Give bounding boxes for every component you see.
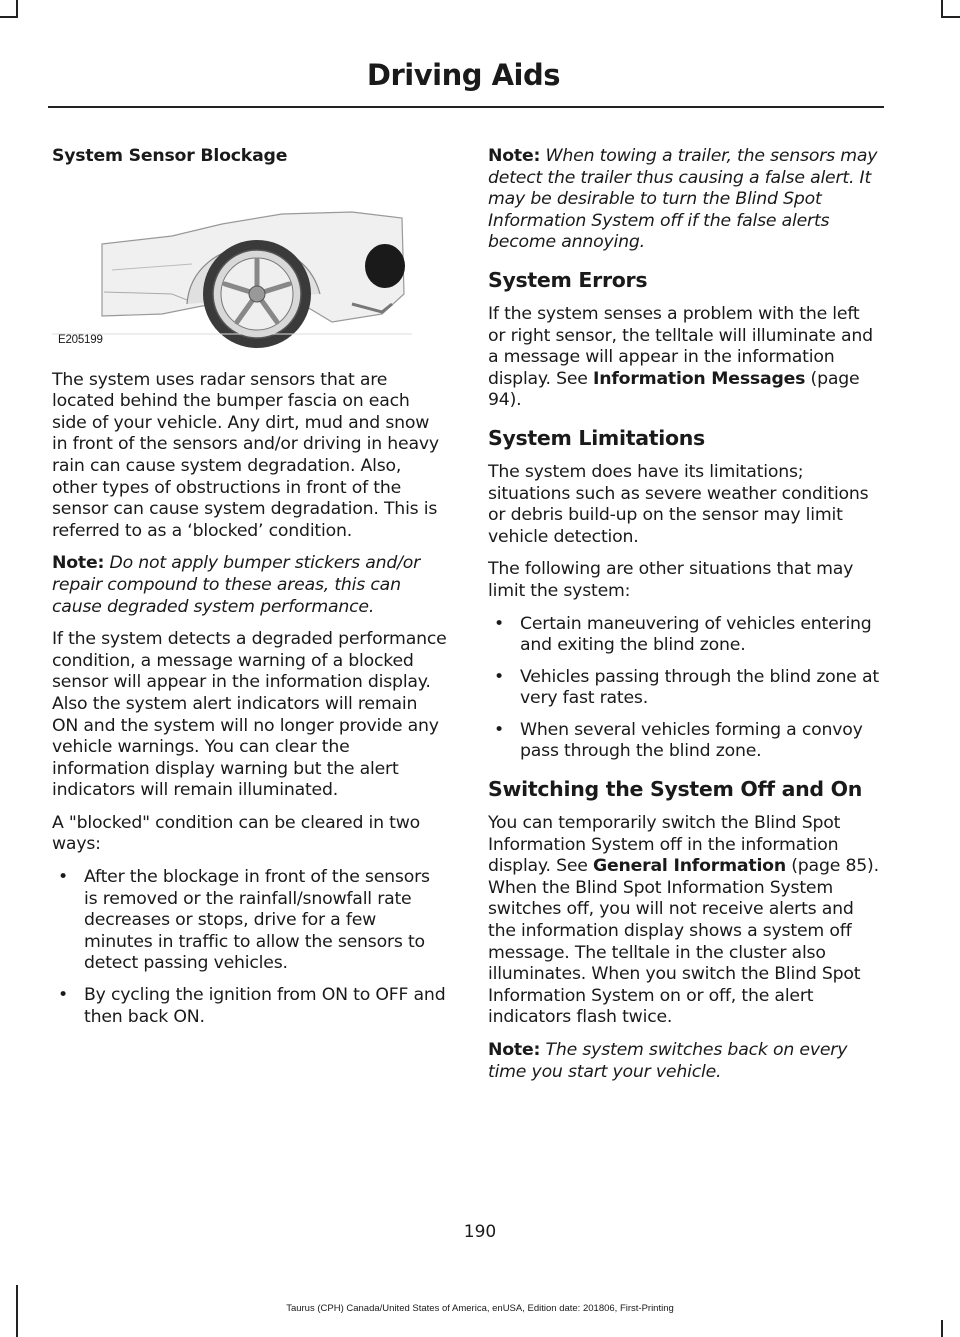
cross-reference-link[interactable]: General Information xyxy=(593,856,786,877)
left-column xyxy=(52,146,448,1039)
bullet-glyph: • xyxy=(494,613,504,634)
paragraph: The system uses radar sensors that are located behind the bumper fascia on each side of your vehicle. Any dirt, mud and snow in front of the sensors and/or driving in heavy rain can cause system degradation. Also, other types of obstructions in front of the sensor can cause system degradation. This is referred to as a ‘blocked’ condition. xyxy=(52,369,439,541)
note xyxy=(488,146,880,254)
bullet-glyph: • xyxy=(58,985,68,1006)
vehicle-rear-figure xyxy=(52,184,412,352)
section-heading-switching: Switching the System Off and On xyxy=(488,777,863,802)
list-item xyxy=(488,667,880,710)
bullet-glyph: • xyxy=(494,666,504,687)
vehicle-rear-illustration xyxy=(52,184,412,352)
cross-reference-link[interactable]: Information Messages xyxy=(593,368,806,389)
paragraph-text: You can temporarily switch the Blind Spot Information System off in the information display. See xyxy=(488,813,841,877)
note-text: The system switches back on every time you start your vehicle. xyxy=(488,1040,848,1082)
bullet-list xyxy=(488,614,880,764)
note-label: Note: xyxy=(488,146,541,166)
paragraph: If the system detects a degraded performance condition, a message warning of a blocked sensor will appear in the information display. Also the system alert indicators will remain ON and the system will no longer provide any vehicle warnings. You can clear the information display warning but the alert indicators will remain illuminated. xyxy=(52,629,447,801)
list-item-text: Vehicles passing through the blind zone at very fast rates. xyxy=(520,666,880,709)
paragraph xyxy=(488,304,880,412)
section-heading-system-errors: System Errors xyxy=(488,267,648,292)
footer-edition: Taurus (CPH) Canada/United States of America, enUSA, Edition date: 201806, First-Printing xyxy=(286,1303,674,1314)
paragraph: The following are other situations that may limit the system: xyxy=(488,559,854,601)
bullet-glyph: • xyxy=(58,867,68,888)
list-item-text: When several vehicles forming a convoy pass through the blind zone. xyxy=(520,719,863,762)
paragraph-text: If the system senses a problem with the left or right sensor, the telltale will illuminate and a message will appear in the information display. See xyxy=(488,303,873,389)
list-item xyxy=(488,720,880,763)
paragraph: The system does have its limitations; situations such as severe weather conditions or debris build-up on the sensor may limit vehicle detection. xyxy=(488,461,869,547)
paragraph xyxy=(488,813,880,1029)
paragraph: A "blocked" condition can be cleared in two ways: xyxy=(52,812,421,855)
paragraph-text: (page 94). xyxy=(488,368,860,411)
header-divider xyxy=(48,106,884,108)
crop-mark xyxy=(941,1320,943,1337)
right-column xyxy=(488,146,880,1094)
page-title: Driving Aids xyxy=(366,58,560,92)
list-item xyxy=(488,614,880,657)
crop-mark xyxy=(941,16,960,18)
paragraph-text: (page 85). When the Blind Spot Information System switches off, you will not receive alerts and the information display shows a system off message. The telltale in the cluster also illuminates. When you switch the Blind Spot Information System on or off, the alert indicators flash twice. xyxy=(488,856,879,1028)
note xyxy=(52,553,448,618)
figure-code: E205199 xyxy=(58,334,103,346)
note-text: Do not apply bumper stickers and/or repair compound to these areas, this can cause degraded system performance. xyxy=(52,553,421,617)
bullet-list xyxy=(52,867,448,1028)
bullet-glyph: • xyxy=(494,719,504,740)
section-heading-sensor-blockage: System Sensor Blockage xyxy=(52,146,288,166)
list-item-text: By cycling the ignition from ON to OFF and then back ON. xyxy=(84,985,446,1027)
section-heading-system-limitations: System Limitations xyxy=(488,425,705,450)
list-item-text: Certain maneuvering of vehicles entering and exiting the blind zone. xyxy=(520,613,872,656)
note-label: Note: xyxy=(488,1040,541,1060)
crop-mark xyxy=(0,16,18,18)
note-label: Note: xyxy=(52,553,105,574)
list-item-text: After the blockage in front of the sensors is removed or the rainfall/snowfall rate decreases or stops, drive for a few minutes in traffic to allow the sensors to detect passing vehicles. xyxy=(84,867,430,974)
page-number: 190 xyxy=(463,1222,497,1242)
note xyxy=(488,1040,880,1083)
note-text: When towing a trailer, the sensors may detect the trailer thus causing a false alert. It may be desirable to turn the Blind Spot Information System off if the false alerts become annoying. xyxy=(488,146,878,253)
list-item xyxy=(52,867,448,975)
list-item xyxy=(52,985,448,1028)
